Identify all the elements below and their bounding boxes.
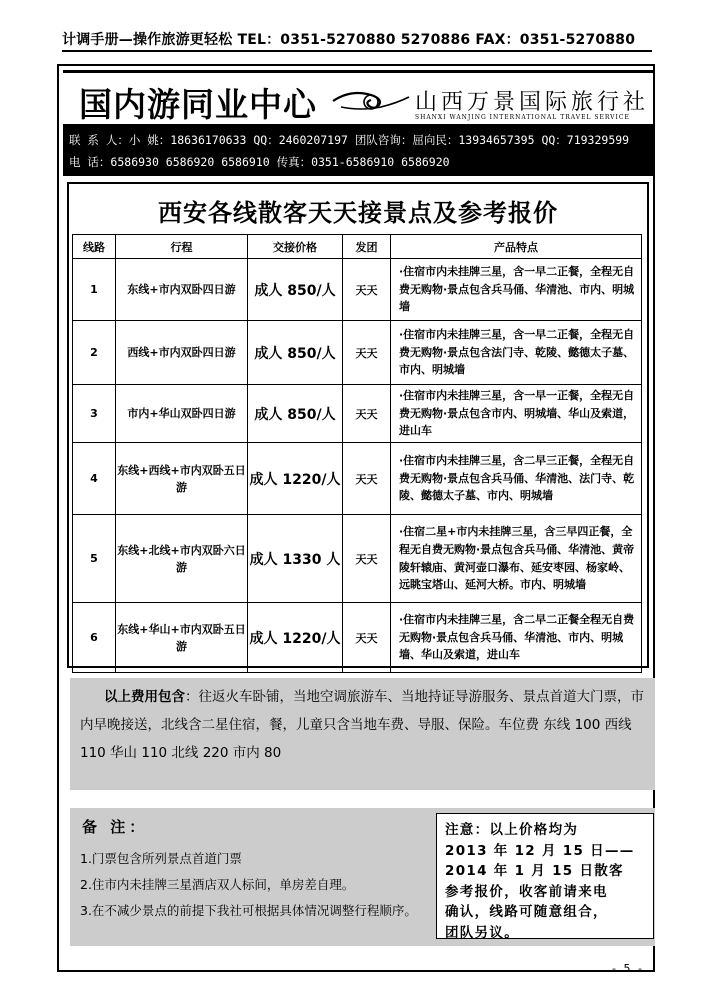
row-price: 成人 1220/人 — [248, 443, 343, 515]
notice-line: 注意：以上价格均为 — [445, 822, 579, 838]
notice-line: 2014 年 1 月 15 日散客 — [445, 863, 624, 879]
row-departure: 天天 — [343, 443, 391, 515]
table-row — [73, 259, 642, 321]
list-item: 3.在不减少景点的前提下我社可根据具体情况调整行程顺序。 — [80, 903, 417, 918]
row-line-number: 2 — [73, 321, 116, 385]
page-number: - 5 - — [612, 962, 644, 975]
row-price: 成人 850/人 — [248, 321, 343, 385]
row-line-number: 3 — [73, 385, 116, 443]
price-validity-notice — [436, 813, 654, 939]
fees-text: ：往返火车卧铺，当地空调旅游车、当地持证导游服务、景点首道大门票，市内早晚接送，北线含二星住宿，餐，儿童只含当地车费、导服、保险。车位费 东线 100 西线 110 华山 110 北线 220 市内 80 — [80, 689, 644, 761]
row-features: ·住宿市内未挂牌三星，含一早二正餐，全程无自费无购物·景点包含法门寺、乾陵、懿德太子墓、市内、明城墙 — [391, 321, 642, 385]
fees-label: 以上费用包含 — [104, 689, 185, 705]
row-departure: 天天 — [343, 603, 391, 673]
row-features: ·住宿市内未挂牌三星，含一早二正餐，全程无自费无购物·景点包含兵马俑、华清池、市内、明城墙 — [391, 259, 642, 321]
price-table-header-row — [73, 235, 642, 259]
row-features: ·住宿市内未挂牌三星，含二早二正餐全程无自费无购物·景点包含兵马俑、华清池、市内、明城墙、华山及索道，进山车 — [391, 603, 642, 673]
agency-english-name: SHANXI WANJING INTERNATIONAL TRAVEL SERVICE — [415, 114, 630, 121]
document-header: 计调手册—操作旅游更轻松 TEL：0351-5270880 5270886 FAX：0351-5270880 — [62, 30, 652, 52]
column-header-route: 行程 — [116, 235, 248, 259]
notes-box — [70, 808, 655, 946]
notes-list — [80, 846, 417, 924]
list-item: 2.住市内未挂牌三星酒店双人标间，单房差自理。 — [80, 877, 355, 892]
table-row — [73, 443, 642, 515]
column-header-features: 产品特点 — [391, 235, 642, 259]
list-item: 1.门票包含所列景点首道门票 — [80, 851, 242, 866]
table-row — [73, 515, 642, 603]
table-row — [73, 385, 642, 443]
row-features: ·住宿二星+市内未挂牌三星，含三早四正餐，全程无自费无购物·景点包含兵马俑、华清池、黄帝陵轩辕庙、黄河壶口瀑布、延安枣园、杨家岭、远眺宝塔山、延河大桥。市内、明城墙 — [391, 515, 642, 603]
column-header-price: 交接价格 — [248, 235, 343, 259]
row-departure: 天天 — [343, 259, 391, 321]
contact-line-people: 联 系 人：小 姚：18636170633 QQ：2460207197 团队咨询：屈向民：13934657395 QQ：719329599 — [69, 133, 630, 147]
row-route: 东线+北线+市内双卧六日游 — [116, 515, 248, 603]
table-row — [73, 321, 642, 385]
contact-band — [63, 124, 655, 176]
row-price: 成人 1330 人 — [248, 515, 343, 603]
brand-title: 国内游同业中心 — [79, 85, 317, 124]
notice-line: 2013 年 12 月 15 日—— — [445, 842, 635, 859]
row-route: 市内+华山双卧四日游 — [116, 385, 248, 443]
column-header-line: 线路 — [73, 235, 116, 259]
row-price: 成人 850/人 — [248, 385, 343, 443]
row-departure: 天天 — [343, 515, 391, 603]
row-departure: 天天 — [343, 385, 391, 443]
notice-line: 参考报价，收客前请来电 — [445, 883, 608, 900]
row-line-number: 1 — [73, 259, 116, 321]
row-features: ·住宿市内未挂牌三星，含二早三正餐，全程无自费无购物·景点包含兵马俑、华清池、法门寺、乾陵、懿德太子墓、市内、明城墙 — [391, 443, 642, 515]
notice-line: 确认，线路可随意组合， — [445, 904, 608, 920]
row-price: 成人 1220/人 — [248, 603, 343, 673]
row-price: 成人 850/人 — [248, 259, 343, 321]
fees-included-box — [70, 678, 655, 790]
row-route: 东线+市内双卧四日游 — [116, 259, 248, 321]
contact-line-phone: 电 话：6586930 6586920 6586910 传真：0351-6586910 6586920 — [69, 155, 450, 169]
row-features: ·住宿市内未挂牌三星，含一早一正餐，全程无自费无购物·景点包含市内、明城墙、华山及索道，进山车 — [391, 385, 642, 443]
row-line-number: 6 — [73, 603, 116, 673]
agency-logo-swirl-icon — [331, 85, 411, 115]
brand-banner — [63, 70, 653, 124]
price-table — [72, 234, 642, 673]
table-row — [73, 603, 642, 673]
row-route: 西线+市内双卧四日游 — [116, 321, 248, 385]
notes-title: 备 注： — [82, 818, 149, 836]
row-route: 东线+华山+市内双卧五日游 — [116, 603, 248, 673]
notice-line: 团队另议。 — [445, 924, 519, 941]
row-line-number: 4 — [73, 443, 116, 515]
row-line-number: 5 — [73, 515, 116, 603]
price-section-title: 西安各线散客天天接景点及参考报价 — [158, 199, 558, 227]
row-departure: 天天 — [343, 321, 391, 385]
agency-name: 山西万景国际旅行社 — [415, 90, 650, 115]
row-route: 东线+西线+市内双卧五日游 — [116, 443, 248, 515]
column-header-departure: 发团 — [343, 235, 391, 259]
